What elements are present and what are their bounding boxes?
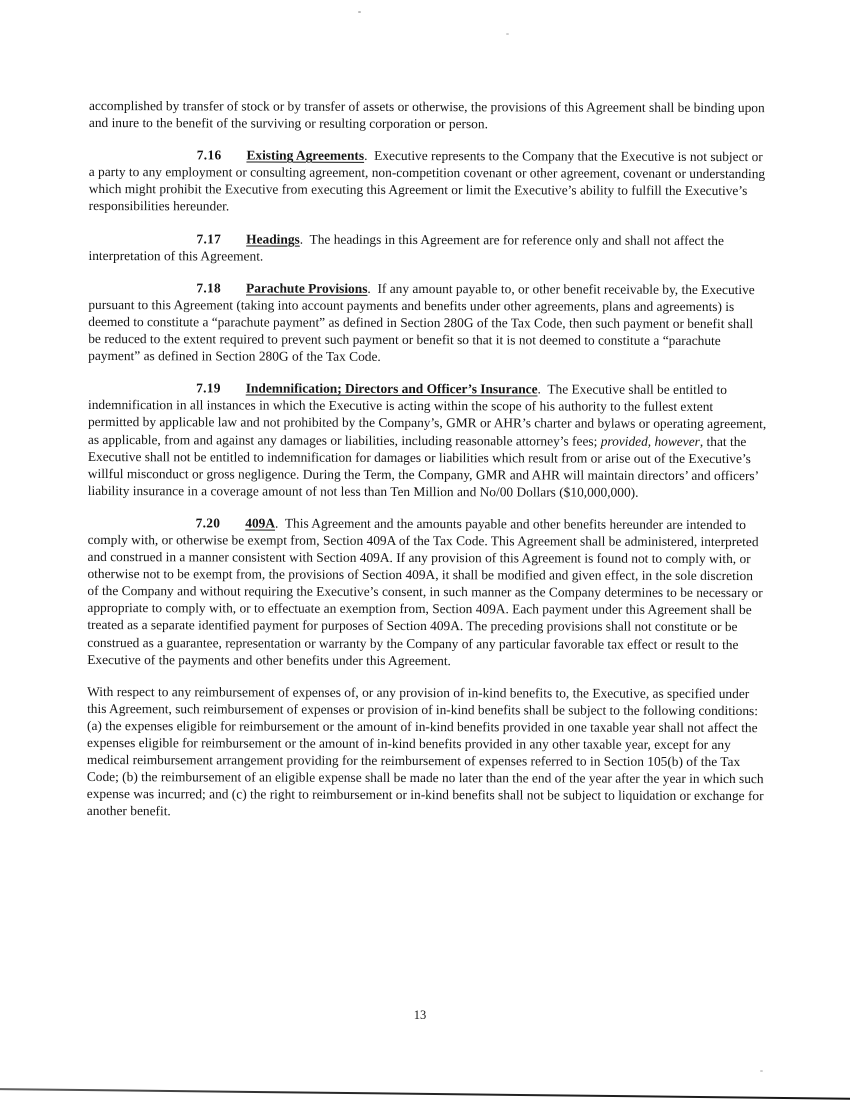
section-heading: Existing Agreements [246,147,365,164]
section-body-continued: , that the Executive shall not be entitled to indemnification for damages or liabilities which result from or arise out of the Executive’s willful misconduct or gross negligence. During the Term, the Company, GMR and AHR will maintain directors’ and officers’ liability insurance in a coverage amount of not less than Ten Million and No/00 Dollars ($10,000,000). [87,433,759,500]
document-text-block [87,97,768,837]
section-7-16 [89,146,768,217]
section-number: 7.19 [196,380,221,396]
page-number: 13 [413,1008,427,1022]
section-number: 7.17 [196,230,222,246]
scan-speck [760,1070,763,1072]
section-7-20 [87,514,766,670]
section-number: 7.18 [196,280,222,296]
section-7-18 [88,279,767,367]
scan-edge-line [0,1088,850,1100]
section-7-19 [88,379,767,501]
section-body: . Executive represents to the Company that the Executive is not subject or a party to any employment or consulting agreement, non-competition covenant or other agreement, covenant or understanding which might prohibit the Executive from executing this Agreement or limit the Executive’s ability to fulfill the Executive’s responsibilities hereunder. [88,148,766,214]
scan-speck [358,11,361,13]
section-heading: Parachute Provisions [246,280,368,296]
section-number: 7.20 [195,515,221,531]
section-7-17 [88,230,767,266]
section-heading: 409A [245,515,276,531]
section-heading: Headings [246,231,300,247]
closing-paragraph: With respect to any reimbursement of expenses of, or any provision of in-kind benefits to, the Executive, as specified under this Agreement, such reimbursement of expenses or provision of in-kind benefits shall be subject to the following conditions: (a) the expenses eligible for reimbursement or the amount of in-kind benefits provided in one taxable year shall not affect the expenses eligible for reimbursement or the amount of in-kind benefits provided in any other taxable year, except for any medical reimbursement arrangement providing for the reimbursement of expenses referred to in Section 105(b) of the Tax Code; (b) the reimbursement of an eligible expense shall be made no later than the end of the year after the year in which such expense was incurred; and (c) the right to reimbursement or in-kind benefits shall not be subject to liquidation or exchange for another benefit. [86,683,764,819]
section-body: . If any amount payable to, or other benefit receivable by, the Executive pursuant to this Agreement (taking into account payments and benefits under other agreements, plans and agreements) is deemed to constitute a “parachute payment” as defined in Section 280G of the Tax Code, then such payment or benefit shall be reduced to the extent required to prevent such payment or benefit so that it is not deemed to constitute a “parachute payment” as defined in Section 280G of the Tax Code. [88,280,755,365]
section-body: . This Agreement and the amounts payable and other benefits hereunder are intended to comply with, or otherwise be exempt from, Section 409A of the Tax Code. This Agreement shall be administered, interpreted and construed in a manner consistent with Section 409A. If any provision of this Agreement is found not to comply with, or otherwise not to be exempt from, the provisions of Section 409A, it shall be modified and given effect, in the sole discretion of the Company and without requiring the Executive’s consent, in such manner as the Company determines to be necessary or appropriate to comply with, or to effectuate an exemption from, Section 409A. Each payment under this Agreement shall be treated as a separate identified payment for purposes of Section 409A. The preceding provisions shall not constitute or be construed as a guarantee, representation or warranty by the Company of any particular favorable tax effect or result to the Executive of the payments and other benefits under this Agreement. [87,515,763,668]
section-body: . The Executive shall be entitled to indemnification in all instances in which the Executive is acting within the scope of his authority to the fullest extent permitted by applicable law and not prohibited by the Company’s, GMR or AHR’s charter and bylaws or operating agreement, as applicable, from and against any damages or liabilities, including reasonable attorney’s fees; [87,381,767,449]
section-number: 7.16 [196,147,222,163]
section-body: . The headings in this Agreement are for reference only and shall not affect the interpretation of this Agreement. [88,231,724,264]
italic-phrase: provided, however [600,433,700,449]
section-heading: Indemnification; Directors and Officer’s Insurance [245,380,538,397]
scan-speck [506,33,509,35]
intro-paragraph: accomplished by transfer of stock or by transfer of assets or otherwise, the provisions of this Agreement shall be binding upon and inure to the benefit of the surviving or resulting corporation or person. [88,97,765,132]
